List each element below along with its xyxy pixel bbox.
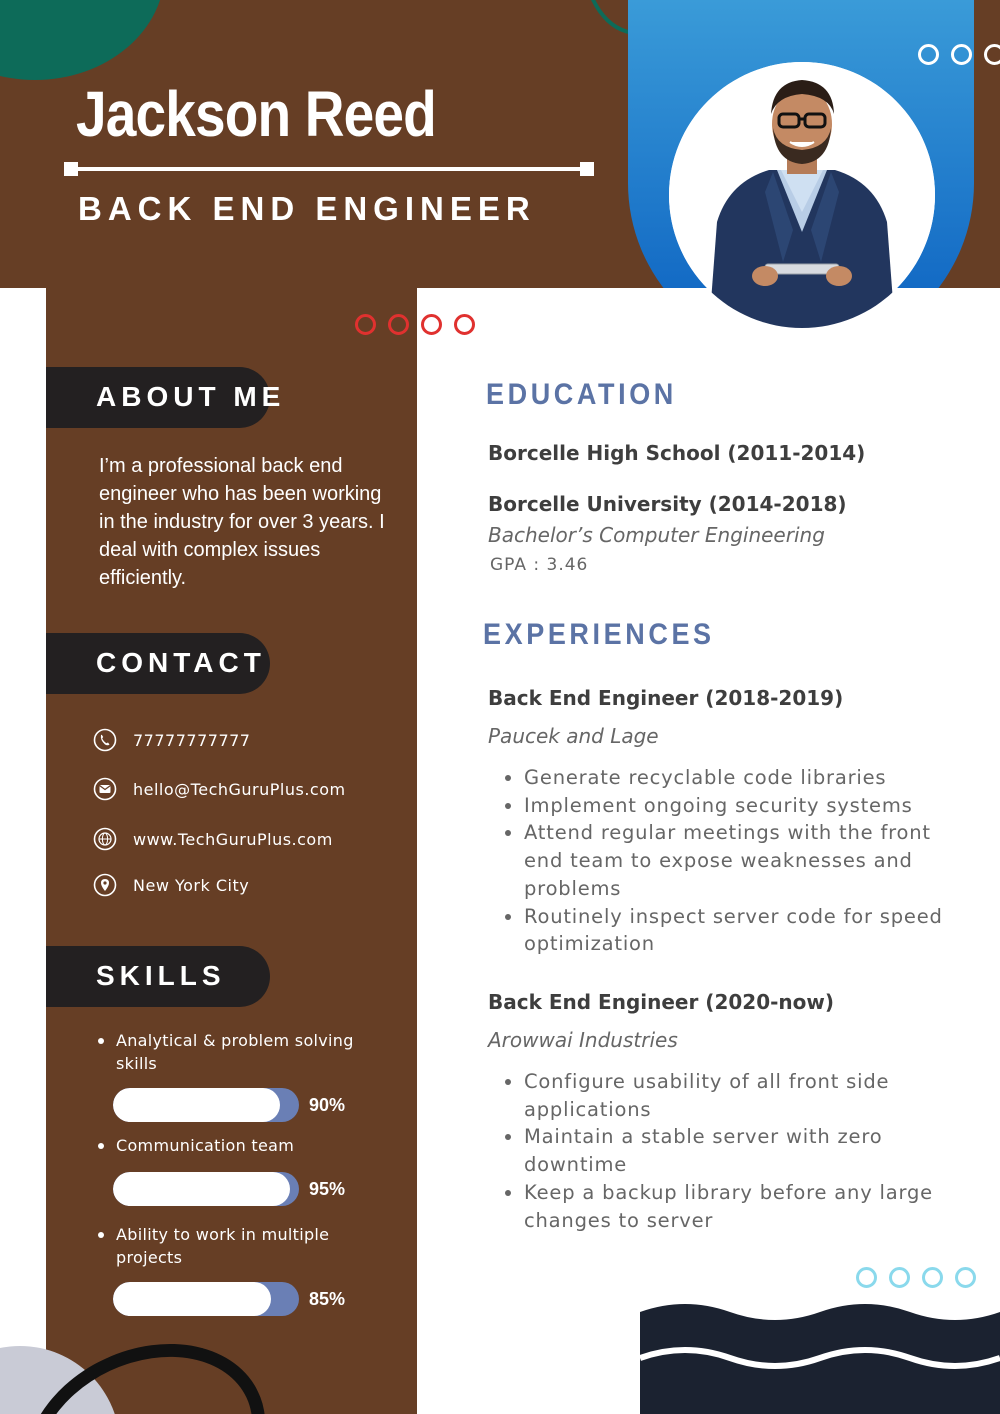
contact-phone-row[interactable] <box>93 726 250 754</box>
skill-bullet <box>98 1232 104 1238</box>
email-icon <box>93 777 117 801</box>
list-item: • Attend regular meetings with the front end team to expose weaknesses and problems <box>524 819 964 902</box>
skill-progress-fill <box>113 1088 280 1122</box>
profile-photo <box>669 62 935 328</box>
decorative-dots-top-right <box>918 44 1000 65</box>
divider-end-left <box>64 162 78 176</box>
skill-label: Communication team <box>116 1136 295 1155</box>
contact-email-row[interactable] <box>93 775 346 803</box>
decorative-dots-red <box>355 314 475 335</box>
job-role: Back End Engineer (2020-now) <box>488 990 835 1014</box>
experiences-heading: EXPERIENCES <box>483 618 715 651</box>
contact-heading: CONTACT <box>96 647 266 678</box>
contact-email: hello@TechGuruPlus.com <box>133 779 346 799</box>
list-item: • Maintain a stable server with zero downtime <box>524 1123 964 1178</box>
skills-heading: SKILLS <box>96 960 226 991</box>
contact-phone: 77777777777 <box>133 730 251 750</box>
decorative-dots-cyan <box>856 1267 976 1288</box>
contact-location-row <box>93 871 249 899</box>
contact-website: www.TechGuruPlus.com <box>133 829 333 849</box>
phone-icon <box>93 728 117 752</box>
list-item: • Implement ongoing security systems <box>524 792 964 820</box>
skill-progress-fill <box>113 1282 271 1316</box>
location-pin-icon <box>93 873 117 897</box>
skills-heading-pill <box>46 946 270 1007</box>
education-school: Borcelle High School (2011-2014) <box>488 441 866 465</box>
skill-label: Analytical & problem solving skills <box>116 1031 354 1073</box>
list-item: • Configure usability of all front side applications <box>524 1068 964 1123</box>
about-heading: ABOUT ME <box>96 381 286 412</box>
skill-progress-fill <box>113 1172 290 1206</box>
job-company: Paucek and Lage <box>488 724 659 748</box>
decorative-dark-wave <box>640 1298 1000 1414</box>
skill-label: Ability to work in multiple projects <box>116 1225 330 1267</box>
job-duties-list <box>500 764 964 958</box>
list-item: • Routinely inspect server code for speed optimization <box>524 903 964 958</box>
skill-bullet <box>98 1143 104 1149</box>
job-role: Back End Engineer (2018-2019) <box>488 686 844 710</box>
contact-heading-pill <box>46 633 270 694</box>
skill-progress-bar <box>113 1282 299 1316</box>
education-university: Borcelle University (2014-2018) <box>488 492 847 516</box>
about-heading-pill <box>46 367 286 428</box>
skill-percent: 95% <box>309 1179 346 1199</box>
job-company: Arowwai Industries <box>488 1028 678 1052</box>
education-degree: Bachelor’s Computer Engineering <box>488 523 825 547</box>
person-illustration <box>669 62 935 328</box>
skill-progress-bar <box>113 1088 299 1122</box>
white-left-strip <box>0 288 46 1414</box>
education-heading: EDUCATION <box>486 378 677 411</box>
list-item: • Generate recyclable code libraries <box>524 764 964 792</box>
job-duties-list <box>500 1068 964 1234</box>
skill-percent: 90% <box>309 1095 346 1115</box>
skill-percent: 85% <box>309 1289 346 1309</box>
list-item: • Keep a backup library before any large changes to server <box>524 1179 964 1234</box>
globe-icon <box>93 827 117 851</box>
divider-end-right <box>580 162 594 176</box>
job-title: BACK END ENGINEER <box>78 190 536 227</box>
contact-location: New York City <box>133 875 250 895</box>
candidate-name: Jackson Reed <box>76 78 436 150</box>
education-gpa: GPA : 3.46 <box>490 555 589 575</box>
skill-progress-bar <box>113 1172 299 1206</box>
name-divider <box>70 167 590 171</box>
skill-bullet <box>98 1038 104 1044</box>
contact-website-row[interactable] <box>93 825 333 853</box>
about-text: I’m a professional back end engineer who has been working in the industry for over 3 years. I deal with complex issues efficiently. <box>99 455 385 589</box>
